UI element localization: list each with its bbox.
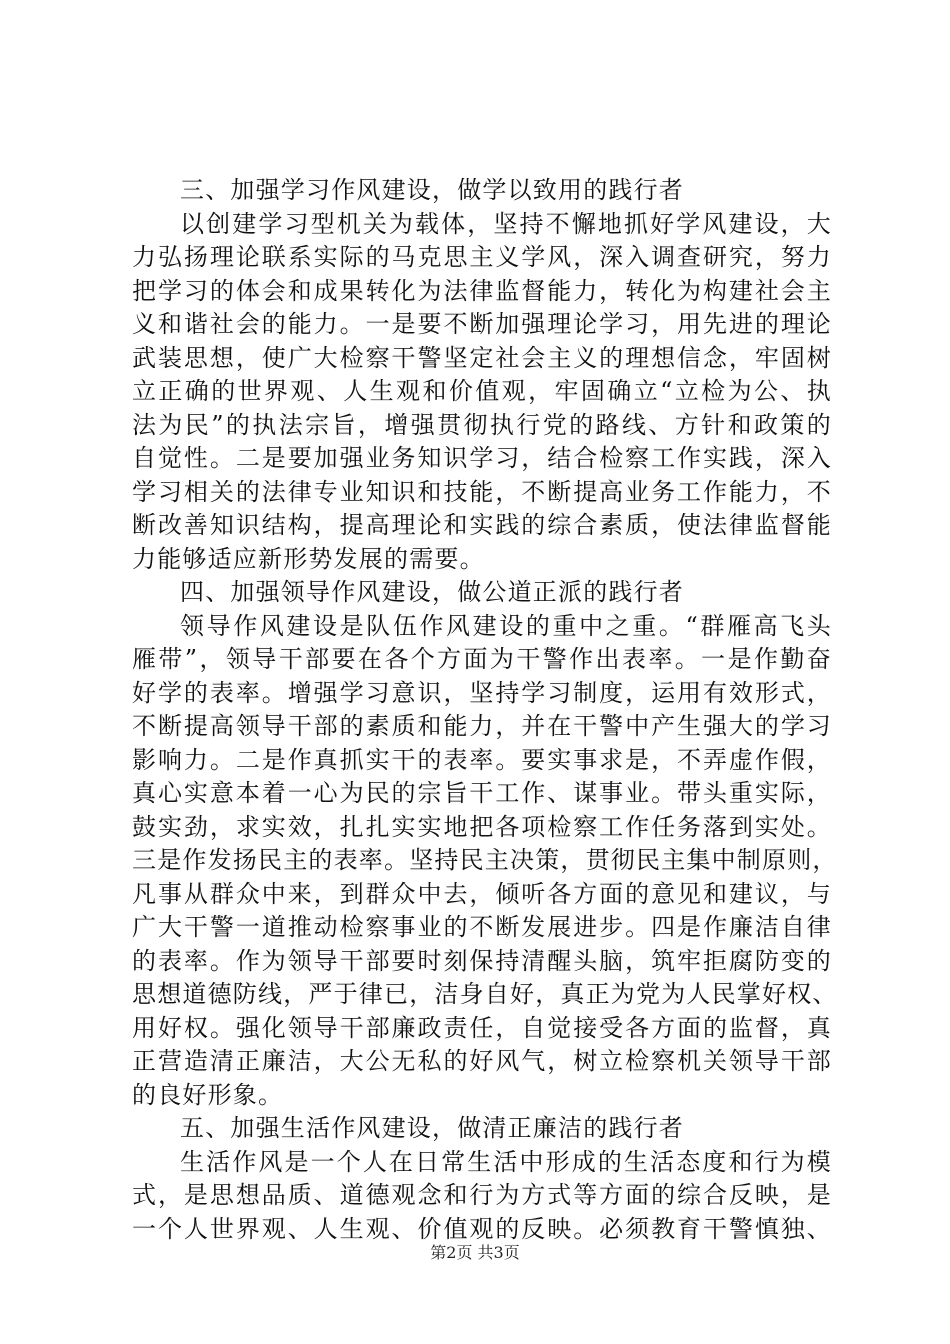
- text-line: 正营造清正廉洁，大公无私的好风气，树立检察机关领导干部: [132, 1047, 832, 1075]
- text-line: 好学的表率。增强学习意识，坚持学习制度，运用有效形式，: [132, 678, 832, 707]
- text-line: 雁带”，领导干部要在各个方面为干警作出表率。一是作勤奋: [132, 645, 832, 673]
- text-line: 立正确的世界观、人生观和价值观，牢固确立“立检为公、执: [132, 377, 832, 405]
- text-line: 断改善知识结构，提高理论和实践的综合素质，使法律监督能: [132, 511, 832, 539]
- text-line: 三是作发扬民主的表率。坚持民主决策，贯彻民主集中制原则，: [132, 846, 838, 874]
- text-line: 以创建学习型机关为载体，坚持不懈地抓好学风建设，大: [180, 209, 832, 238]
- text-line: 五、加强生活作风建设，做清正廉洁的践行者: [180, 1114, 684, 1142]
- text-line: 凡事从群众中来，到群众中去，倾听各方面的意见和建议，与: [132, 879, 832, 908]
- text-line: 把学习的体会和成果转化为法律监督能力，转化为构建社会主: [132, 276, 832, 305]
- text-line: 思想道德防线，严于律已，洁身自好，真正为党为人民掌好权、: [132, 980, 838, 1008]
- text-line: 力弘扬理论联系实际的马克思主义学风，深入调查研究，努力: [132, 243, 832, 271]
- text-line: 一个人世界观、人生观、价值观的反映。必须教育干警慎独、: [132, 1214, 832, 1243]
- text-line: 生活作风是一个人在日常生活中形成的生活态度和行为模: [180, 1147, 832, 1176]
- text-line: 力能够适应新形势发展的需要。: [132, 544, 485, 573]
- text-line: 自觉性。二是要加强业务知识学习，结合检察工作实践，深入: [132, 444, 832, 472]
- text-line: 影响力。二是作真抓实干的表率。要实事求是，不弄虚作假，: [132, 745, 832, 774]
- text-line: 用好权。强化领导干部廉政责任，自觉接受各方面的监督，真: [132, 1013, 832, 1042]
- text-line: 武装思想，使广大检察干警坚定社会主义的理想信念，牢固树: [132, 343, 832, 372]
- text-line: 式，是思想品质、道德观念和行为方式等方面的综合反映，是: [132, 1181, 832, 1209]
- text-line: 的良好形象。: [132, 1080, 284, 1109]
- text-line: 真心实意本着一心为民的宗旨干工作、谋事业。带头重实际，: [132, 779, 832, 807]
- text-line: 广大干警一道推动检察事业的不断发展进步。四是作廉洁自律: [132, 913, 832, 941]
- text-line: 三、加强学习作风建设，做学以致用的践行者: [180, 176, 684, 204]
- text-line: 法为民”的执法宗旨，增强贯彻执行党的路线、方针和政策的: [132, 410, 832, 439]
- body-text: [132, 174, 838, 1246]
- text-line: 四、加强领导作风建设，做公道正派的践行者: [180, 578, 684, 606]
- text-line: 不断提高领导干部的素质和能力，并在干警中产生强大的学习: [132, 712, 832, 740]
- text-line: 的表率。作为领导干部要时刻保持清醒头脑，筑牢拒腐防变的: [132, 946, 832, 975]
- text-line: 学习相关的法律专业知识和技能，不断提高业务工作能力，不: [132, 477, 832, 506]
- page-footer: 第2页 共3页: [430, 1243, 520, 1262]
- text-line: 领导作风建设是队伍作风建设的重中之重。“群雁高飞头: [180, 611, 832, 640]
- text-line: 鼓实劲，求实效，扎扎实实地把各项检察工作任务落到实处。: [132, 812, 832, 841]
- text-line: 义和谐社会的能力。一是要不断加强理论学习，用先进的理论: [132, 310, 832, 338]
